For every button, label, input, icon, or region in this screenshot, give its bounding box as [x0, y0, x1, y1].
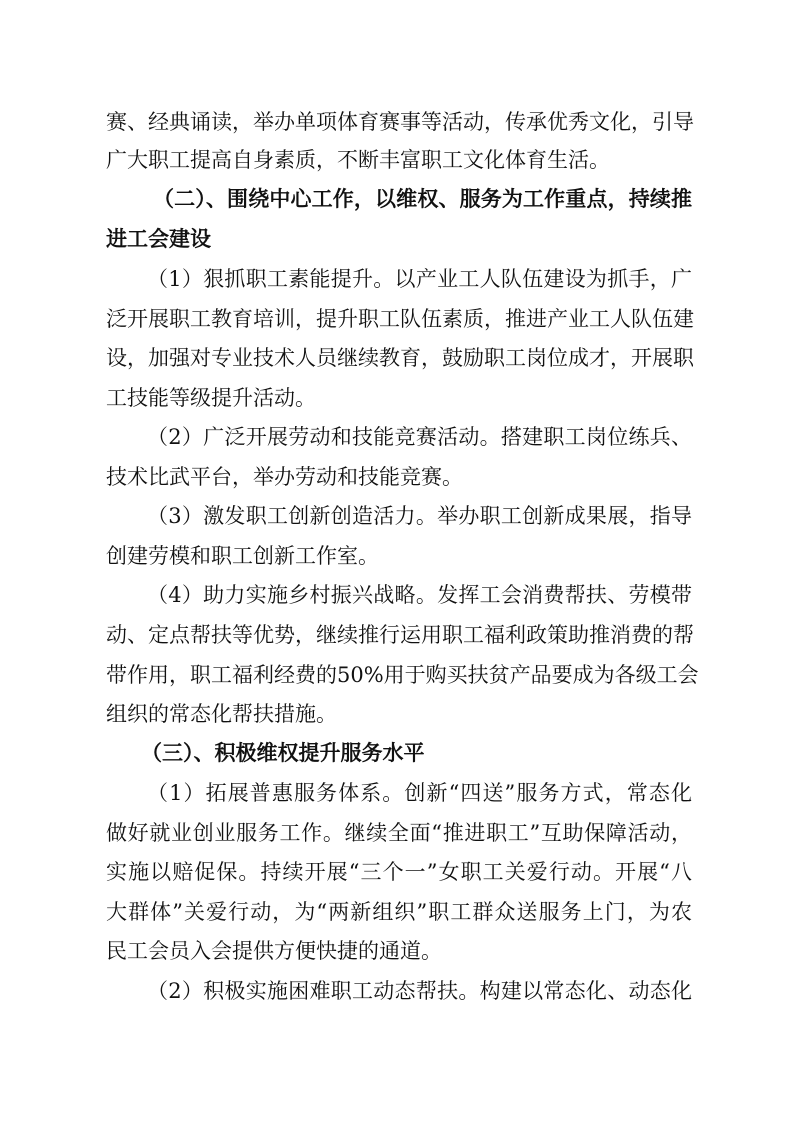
section-heading: （二）、围绕中心工作，以维权、服务为工作重点，持续推: [153, 186, 692, 211]
paragraph-line: 创建劳模和职工创新工作室。: [106, 544, 379, 568]
paragraph-line: 技术比武平台，举办劳动和技能竞赛。: [106, 465, 463, 489]
paragraph-line: 组织的常态化帮扶措施。: [106, 702, 337, 726]
paragraph-line: （3）激发职工创新创造活力。举办职工创新成果展，指导: [147, 504, 692, 528]
paragraph-line: 实施以赔促保。持续开展“三个一”女职工关爱行动。开展“八: [106, 860, 692, 884]
paragraph-line: （2）广泛开展劳动和技能竞赛活动。搭建职工岗位练兵、: [147, 425, 692, 449]
paragraph-line: 广大职工提高自身素质，不断丰富职工文化体育生活。: [106, 148, 610, 172]
paragraph-line: （2）积极实施困难职工动态帮扶。构建以常态化、动态化: [147, 979, 692, 1003]
section-heading: 进工会建设: [106, 226, 211, 251]
section-heading: （三）、积极维权提升服务水平: [141, 740, 425, 765]
paragraph-line: 赛、经典诵读，举办单项体育赛事等活动，传承优秀文化，引导: [106, 110, 694, 134]
paragraph-line: 设，加强对专业技术人员继续教育，鼓励职工岗位成才，开展职: [106, 346, 694, 370]
paragraph-line: （1）拓展普惠服务体系。创新“四送”服务方式，常态化: [147, 781, 692, 805]
paragraph-line: 带作用，职工福利经费的50%用于购买扶贫产品要成为各级工会: [106, 663, 699, 687]
paragraph-line: 做好就业创业服务工作。继续全面“推进职工”互助保障活动，: [106, 821, 692, 845]
paragraph-line: （4）助力实施乡村振兴战略。发挥工会消费帮扶、劳模带: [147, 583, 692, 607]
paragraph-line: 工技能等级提升活动。: [106, 386, 316, 410]
paragraph-line: 大群体”关爱行动，为“两新组织”职工群众送服务上门，为农: [106, 900, 692, 924]
paragraph-line: 民工会员入会提供方便快捷的通道。: [106, 939, 442, 963]
paragraph-line: （1）狠抓职工素能提升。以产业工人队伍建设为抓手，广: [147, 267, 692, 291]
paragraph-line: 泛开展职工教育培训，提升职工队伍素质，推进产业工人队伍建: [106, 307, 694, 331]
paragraph-line: 动、定点帮扶等优势，继续推行运用职工福利政策助推消费的帮: [106, 623, 694, 647]
